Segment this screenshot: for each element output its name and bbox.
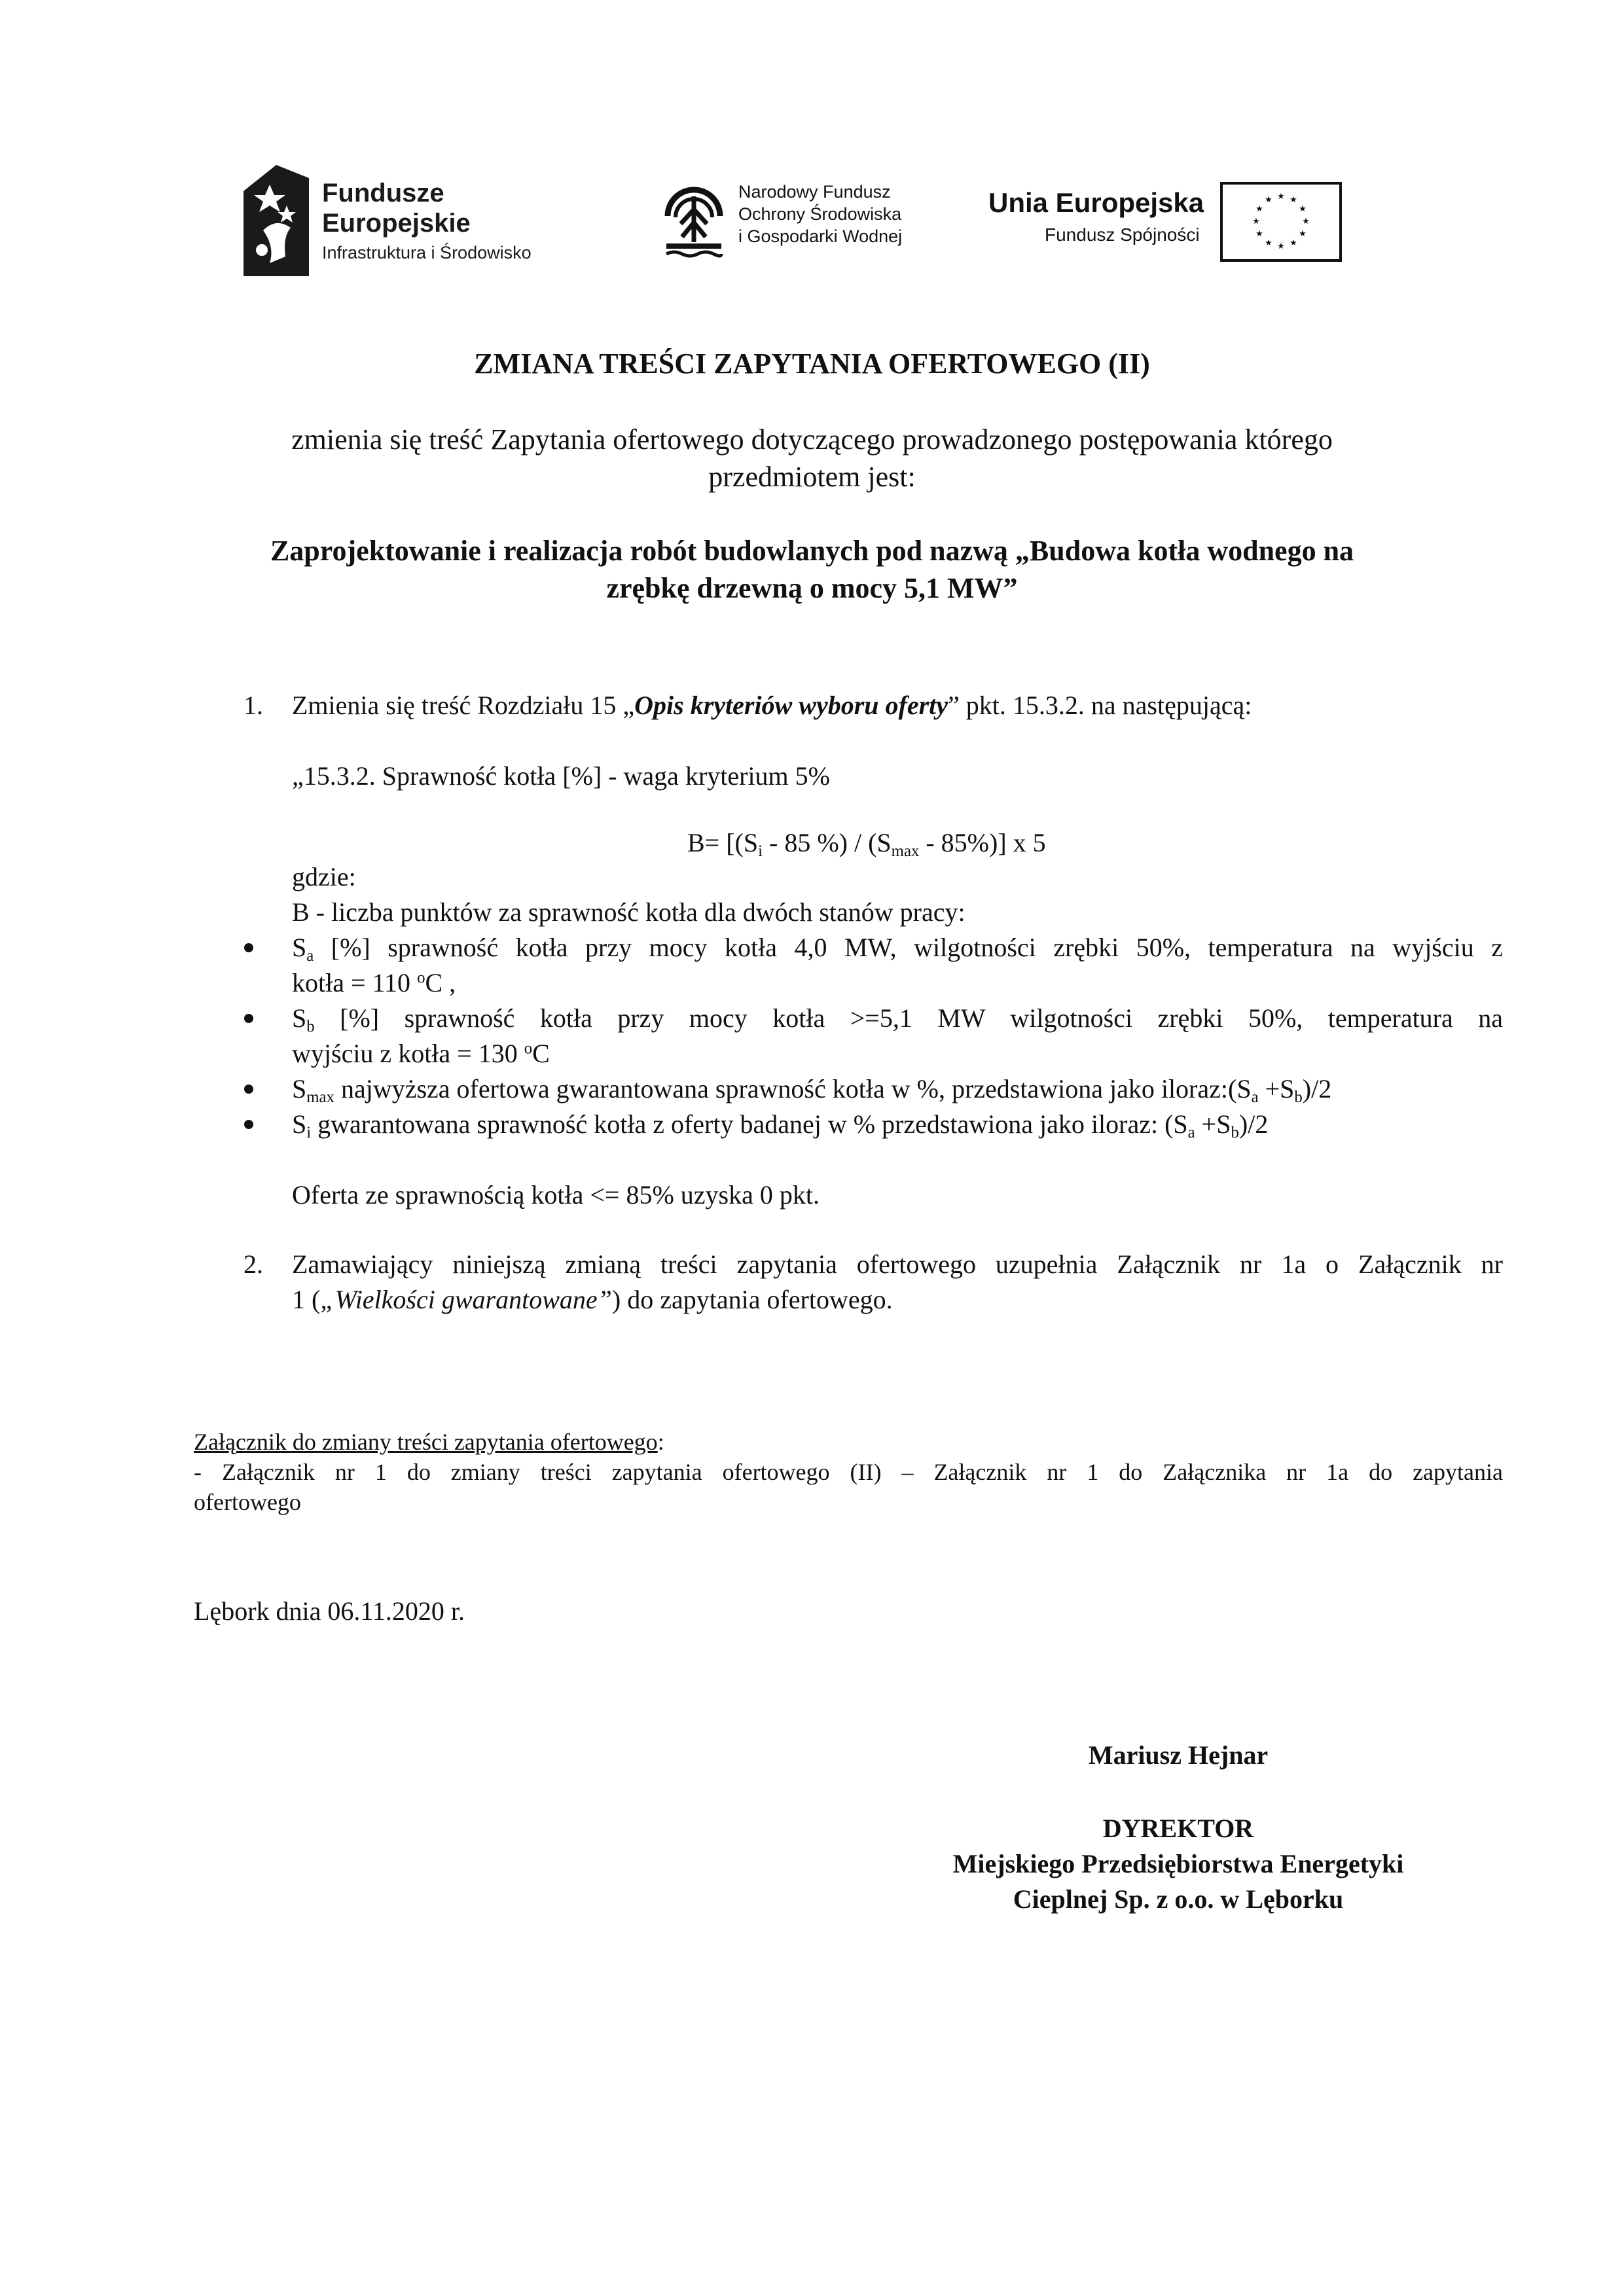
intro-line-2: przedmiotem jest: [708,461,916,493]
item-1-text-pre: Zmienia się treść Rozdziału 15 „ [292,691,635,720]
nfosigw-logo-line2: Ochrony Środowiska [738,204,902,224]
svg-text:★: ★ [1299,204,1307,214]
intro-line-1: zmienia się treść Zapytania ofertowego dotyczącego prowadzonego postępowania którego [291,423,1333,456]
ue-logo-line2: Fundusz Spójności [1045,224,1200,245]
formula: $B= [(S_i - 85$ %) / $(S_{max} - 85\%)$] x 5 [687,828,1046,860]
svg-text:★: ★ [1252,217,1260,226]
item-1-number: 1. [244,691,263,720]
logo-fundusze-europejskie [244,165,584,276]
item-2-line-1: Zamawiający niniejszą zmianą treści zapytania ofertowego uzupełnia Załącznik nr 1a o Załącznik nr [292,1249,1503,1279]
date-place: Lębork dnia 06.11.2020 r. [194,1596,465,1626]
svg-text:★: ★ [1302,217,1310,226]
fe-logo-line3: Infrastruktura i Środowisko [322,243,532,262]
b-description: B - liczba punktów za sprawność kotła dla dwóch stanów pracy: [292,897,965,927]
bullet-smax: $S_{max}$ najwyższa ofertowa gwarantowana sprawność kotła w %, przedstawiona jako $iloraz:(S_a +S_b)/2$ [292,1074,1332,1106]
svg-text:★: ★ [1255,229,1263,239]
fe-logo-line2: Europejskie [322,209,471,238]
fundusze-europejskie-emblem-icon [244,165,309,276]
logo-nfosigw [661,177,923,268]
signature-role: DYREKTOR [1102,1814,1254,1843]
bullet-dot [244,1120,253,1129]
item-1-text-post: ” pkt. 15.3.2. na następującą: [948,691,1252,720]
bullet-dot [244,1014,253,1023]
svg-text:★: ★ [1277,242,1285,251]
bullet-sb-line-2: wyjściu z kotła = 130 $^o$C [292,1039,550,1068]
signature-org-2: Cieplnej Sp. z o.o. w Lęborku [1013,1884,1344,1914]
svg-text:★: ★ [1299,229,1307,239]
nfosigw-logo-line3: i Gospodarki Wodnej [738,226,903,246]
bullet-sa-line-2: kotła = 110 $^o$C , [292,968,456,997]
bullet-dot [244,943,253,952]
item-2-line-2: 1 („Wielkości gwarantowane”) do zapytania ofertowego. [292,1285,893,1314]
bullet-dot [244,1085,253,1094]
subject-line-1: Zaprojektowanie i realizacja robót budowlanych pod nazwą „Budowa kotła wodnego na [270,535,1354,567]
svg-text:★: ★ [1255,204,1263,214]
bullet-sa-line-1: $S_a$ [%] sprawność kotła przy mocy kotła 4,0 MW, wilgotności zrębki 50%, temperatura na wyjściu z [292,933,1503,965]
nfosigw-logo-line1: Narodowy Fundusz [738,182,891,202]
criterion-quote-line: „15.3.2. Sprawność kotła [%] - waga kryterium 5% [292,761,830,791]
signature-name: Mariusz Hejnar [1088,1740,1269,1770]
item-1-text-italic: Opis kryteriów wyboru oferty [634,691,948,720]
svg-text:★: ★ [1290,195,1297,205]
nfosigw-emblem-icon [661,177,727,262]
bullet-si: $S_i$ gwarantowana sprawność kotła z oferty badanej w % przedstawiona jako iloraz: $(S_a +S_b)/2$ [292,1109,1269,1141]
logo-unia-europejska [975,182,1342,267]
item-2-number: 2. [244,1249,263,1279]
item-1-text [292,689,1252,723]
attachment-line-2: ofertowego [194,1489,301,1515]
ue-logo-line1: Unia Europejska [988,187,1204,218]
eu-flag-icon [1220,182,1342,262]
attachment-heading: Załącznik do zmiany treści zapytania ofertowego: [194,1429,664,1455]
document-title: ZMIANA TREŚCI ZAPYTANIA OFERTOWEGO (II) [474,348,1150,380]
svg-text:★: ★ [1290,238,1297,248]
svg-text:★: ★ [1265,195,1272,205]
signature-org-1: Miejskiego Przedsiębiorstwa Energetyki [952,1849,1404,1878]
subject-line-2: zrębkę drzewną o mocy 5,1 MW” [606,572,1018,604]
where-label: gdzie: [292,862,356,891]
attachment-line-1: - Załącznik nr 1 do zmiany treści zapytania ofertowego (II) – Załącznik nr 1 do Załącznika nr 1a do zapytania [194,1459,1503,1485]
offer-note: Oferta ze sprawnością kotła <= 85% uzyska 0 pkt. [292,1180,820,1210]
svg-text:★: ★ [1265,238,1272,248]
fe-logo-line1: Fundusze [322,179,444,207]
bullet-sb-line-1: $S_b$ [%] sprawność kotła przy mocy kotła >=5,1 MW wilgotności zrębki 50%, temperatura na [292,1003,1503,1035]
svg-text:★: ★ [1277,192,1285,202]
